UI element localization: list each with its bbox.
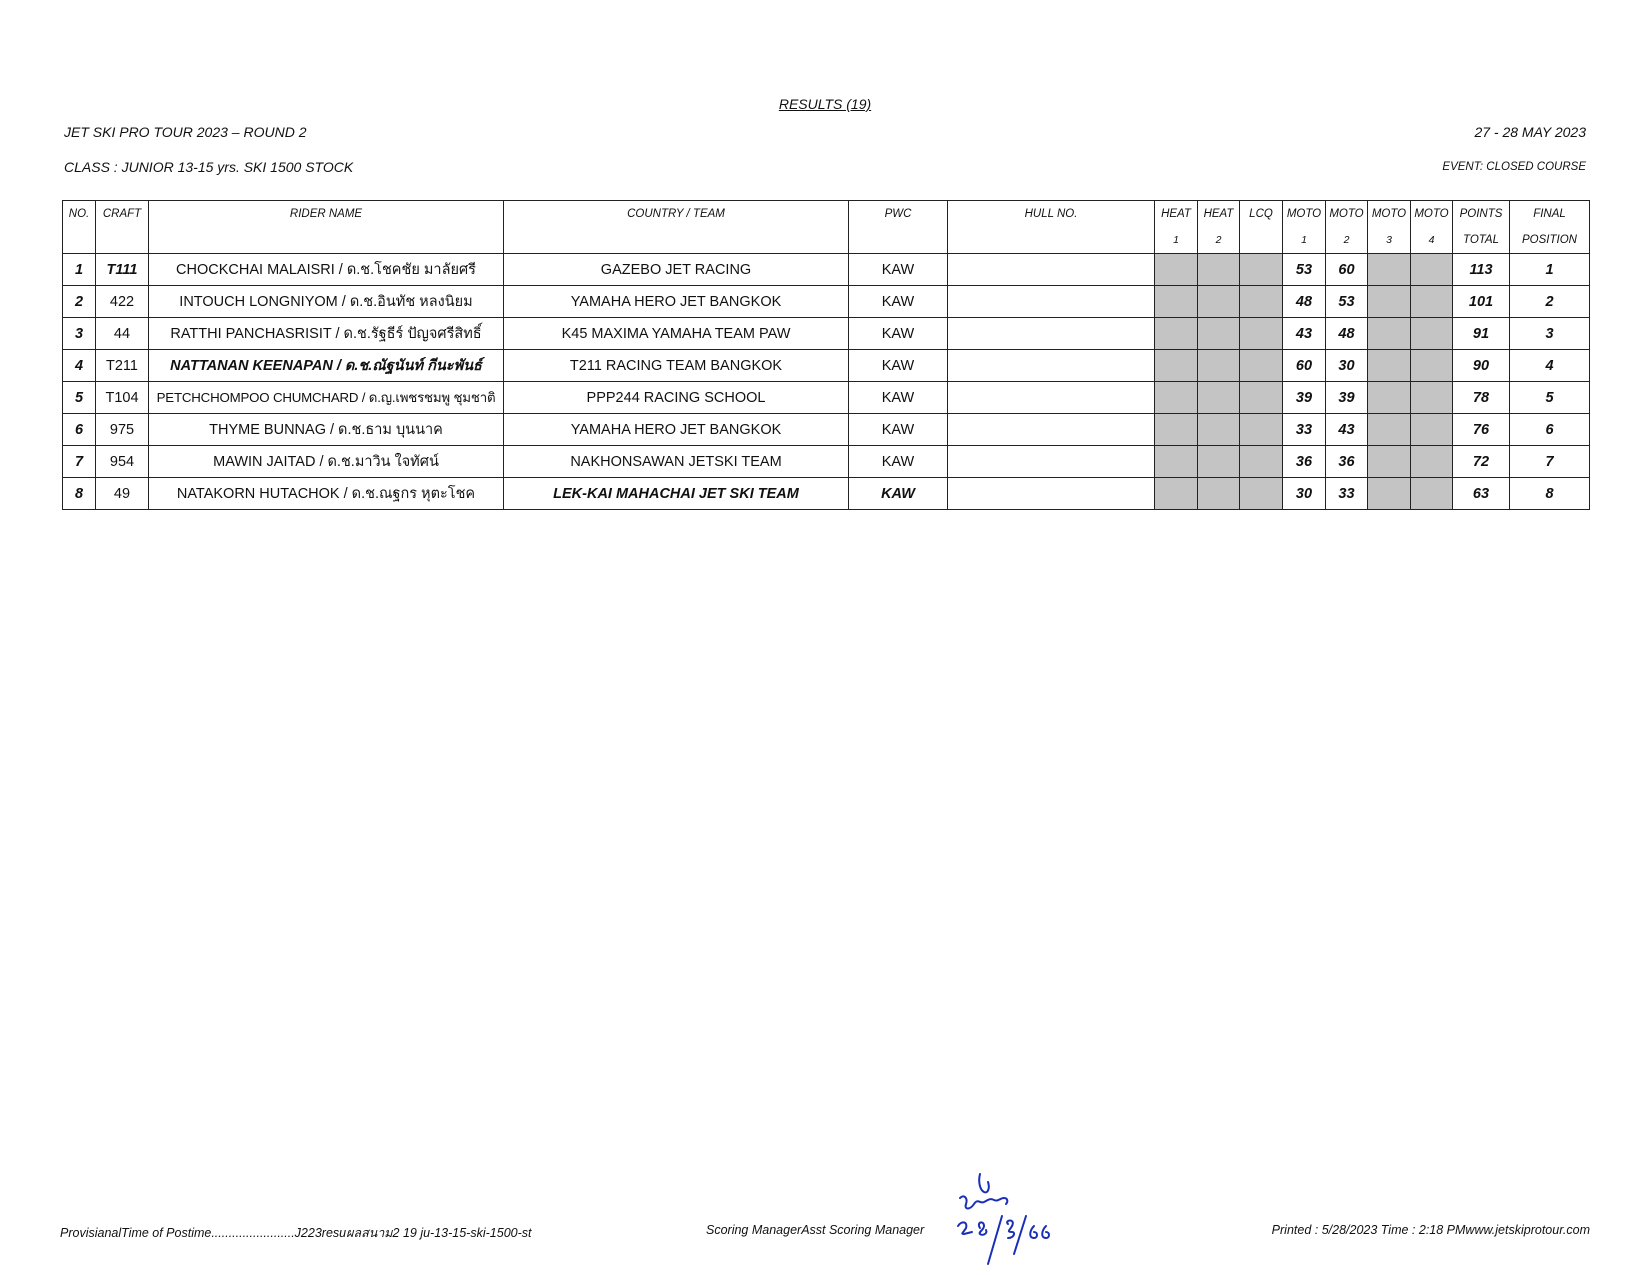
- col-final-position: FINAL POSITION: [1510, 201, 1590, 254]
- event-type: EVENT: CLOSED COURSE: [1442, 161, 1586, 173]
- row-team: K45 MAXIMA YAMAHA TEAM PAW: [504, 318, 849, 350]
- table-row: [63, 446, 1590, 478]
- row-no: 7: [63, 446, 96, 478]
- row-moto-3: [1368, 286, 1411, 318]
- handwritten-signature: [950, 1168, 1060, 1268]
- row-moto-4: [1411, 382, 1453, 414]
- row-position: 8: [1510, 478, 1590, 510]
- col-moto-2: MOTO 2: [1326, 201, 1368, 254]
- row-moto-2: 30: [1326, 350, 1368, 382]
- row-no: 5: [63, 382, 96, 414]
- row-total: 63: [1453, 478, 1510, 510]
- col-heat-1: HEAT 1: [1155, 201, 1198, 254]
- event-name: JET SKI PRO TOUR 2023 – ROUND 2: [64, 124, 307, 140]
- row-total: 101: [1453, 286, 1510, 318]
- row-team: YAMAHA HERO JET BANGKOK: [504, 414, 849, 446]
- row-rider-name: NATTANAN KEENAPAN / ด.ช.ณัฐนันท์ กีนะพันธ์: [149, 350, 504, 382]
- row-moto-1: 60: [1283, 350, 1326, 382]
- row-moto-4: [1411, 414, 1453, 446]
- col-heat-2: HEAT 2: [1198, 201, 1240, 254]
- row-pwc: KAW: [849, 446, 948, 478]
- row-heat-1: [1155, 286, 1198, 318]
- row-hull: [948, 254, 1155, 286]
- row-pwc: KAW: [849, 254, 948, 286]
- row-heat-1: [1155, 382, 1198, 414]
- row-position: 4: [1510, 350, 1590, 382]
- row-heat-2: [1198, 350, 1240, 382]
- row-moto-1: 30: [1283, 478, 1326, 510]
- row-team: YAMAHA HERO JET BANGKOK: [504, 286, 849, 318]
- row-team: PPP244 RACING SCHOOL: [504, 382, 849, 414]
- row-rider-name: CHOCKCHAI MALAISRI / ด.ช.โชคชัย มาลัยศรี: [149, 254, 504, 286]
- table-row: [63, 254, 1590, 286]
- row-craft: 422: [96, 286, 149, 318]
- class-name: CLASS : JUNIOR 13-15 yrs. SKI 1500 STOCK: [64, 159, 354, 175]
- row-moto-4: [1411, 254, 1453, 286]
- row-moto-3: [1368, 478, 1411, 510]
- col-no: NO.: [63, 201, 96, 254]
- row-heat-1: [1155, 478, 1198, 510]
- row-moto-4: [1411, 318, 1453, 350]
- footer-printed: Printed : 5/28/2023 Time : 2:18 PMwww.jetskiprotour.com: [1271, 1223, 1590, 1237]
- row-no: 3: [63, 318, 96, 350]
- col-country-team: COUNTRY / TEAM: [504, 201, 849, 254]
- row-moto-1: 48: [1283, 286, 1326, 318]
- row-moto-2: 33: [1326, 478, 1368, 510]
- row-rider-name: NATAKORN HUTACHOK / ด.ช.ณฐกร หุตะโชค: [149, 478, 504, 510]
- col-moto-3: MOTO 3: [1368, 201, 1411, 254]
- row-team: LEK-KAI MAHACHAI JET SKI TEAM: [504, 478, 849, 510]
- row-lcq: [1240, 414, 1283, 446]
- row-craft: T211: [96, 350, 149, 382]
- row-heat-2: [1198, 254, 1240, 286]
- row-heat-1: [1155, 446, 1198, 478]
- footer-provisional: ProvisianalTime of Postime........................J223resuผลสนาม2 19 ju-13-15-ski-1500-st: [60, 1226, 532, 1240]
- row-moto-4: [1411, 446, 1453, 478]
- row-moto-2: 36: [1326, 446, 1368, 478]
- row-craft: 49: [96, 478, 149, 510]
- row-heat-2: [1198, 478, 1240, 510]
- row-heat-2: [1198, 286, 1240, 318]
- row-pwc: KAW: [849, 382, 948, 414]
- row-total: 72: [1453, 446, 1510, 478]
- row-hull: [948, 286, 1155, 318]
- row-moto-2: 53: [1326, 286, 1368, 318]
- row-heat-2: [1198, 318, 1240, 350]
- row-moto-4: [1411, 478, 1453, 510]
- row-total: 91: [1453, 318, 1510, 350]
- row-lcq: [1240, 318, 1283, 350]
- row-moto-3: [1368, 414, 1411, 446]
- row-position: 2: [1510, 286, 1590, 318]
- table-row: [63, 414, 1590, 446]
- row-craft: T104: [96, 382, 149, 414]
- col-pwc: PWC: [849, 201, 948, 254]
- row-craft: 954: [96, 446, 149, 478]
- row-moto-1: 36: [1283, 446, 1326, 478]
- row-moto-1: 43: [1283, 318, 1326, 350]
- row-position: 7: [1510, 446, 1590, 478]
- row-moto-4: [1411, 350, 1453, 382]
- row-position: 6: [1510, 414, 1590, 446]
- event-date: 27 - 28 MAY 2023: [1474, 124, 1586, 140]
- row-pwc: KAW: [849, 478, 948, 510]
- row-team: T211 RACING TEAM BANGKOK: [504, 350, 849, 382]
- row-total: 78: [1453, 382, 1510, 414]
- row-heat-1: [1155, 350, 1198, 382]
- row-no: 8: [63, 478, 96, 510]
- row-no: 2: [63, 286, 96, 318]
- results-table: [62, 200, 1590, 510]
- row-moto-3: [1368, 446, 1411, 478]
- table-row: [63, 350, 1590, 382]
- row-moto-1: 53: [1283, 254, 1326, 286]
- row-moto-2: 48: [1326, 318, 1368, 350]
- row-pwc: KAW: [849, 350, 948, 382]
- row-pwc: KAW: [849, 286, 948, 318]
- row-lcq: [1240, 478, 1283, 510]
- col-lcq: LCQ: [1240, 201, 1283, 254]
- row-heat-2: [1198, 414, 1240, 446]
- row-lcq: [1240, 286, 1283, 318]
- row-pwc: KAW: [849, 414, 948, 446]
- row-hull: [948, 382, 1155, 414]
- row-moto-3: [1368, 254, 1411, 286]
- row-hull: [948, 350, 1155, 382]
- row-moto-2: 43: [1326, 414, 1368, 446]
- row-lcq: [1240, 254, 1283, 286]
- row-moto-2: 39: [1326, 382, 1368, 414]
- row-moto-2: 60: [1326, 254, 1368, 286]
- col-points-total: POINTS TOTAL: [1453, 201, 1510, 254]
- row-rider-name: THYME BUNNAG / ด.ช.ธาม บุนนาค: [149, 414, 504, 446]
- row-position: 5: [1510, 382, 1590, 414]
- header-row: [63, 201, 1590, 254]
- row-craft: 975: [96, 414, 149, 446]
- row-heat-2: [1198, 382, 1240, 414]
- row-no: 4: [63, 350, 96, 382]
- row-rider-name: PETCHCHOMPOO CHUMCHARD / ด.ญ.เพชรชมพู ชุมชาติ: [149, 382, 504, 414]
- row-heat-2: [1198, 446, 1240, 478]
- row-total: 90: [1453, 350, 1510, 382]
- row-hull: [948, 478, 1155, 510]
- row-no: 1: [63, 254, 96, 286]
- col-moto-4: MOTO 4: [1411, 201, 1453, 254]
- col-moto-1: MOTO 1: [1283, 201, 1326, 254]
- row-heat-1: [1155, 254, 1198, 286]
- row-moto-1: 33: [1283, 414, 1326, 446]
- row-moto-3: [1368, 350, 1411, 382]
- row-rider-name: MAWIN JAITAD / ด.ช.มาวิน ใจทัศน์: [149, 446, 504, 478]
- row-moto-1: 39: [1283, 382, 1326, 414]
- row-position: 1: [1510, 254, 1590, 286]
- row-hull: [948, 318, 1155, 350]
- row-hull: [948, 414, 1155, 446]
- row-rider-name: INTOUCH LONGNIYOM / ด.ช.อินทัช หลงนิยม: [149, 286, 504, 318]
- footer-scoring-manager: Scoring ManagerAsst Scoring Manager: [706, 1223, 925, 1237]
- row-total: 76: [1453, 414, 1510, 446]
- row-heat-1: [1155, 318, 1198, 350]
- row-moto-4: [1411, 286, 1453, 318]
- row-team: GAZEBO JET RACING: [504, 254, 849, 286]
- row-rider-name: RATTHI PANCHASRISIT / ด.ช.รัฐธีร์ ปัญจศรีสิทธิ์: [149, 318, 504, 350]
- row-total: 113: [1453, 254, 1510, 286]
- table-row: [63, 478, 1590, 510]
- row-position: 3: [1510, 318, 1590, 350]
- table-row: [63, 382, 1590, 414]
- row-pwc: KAW: [849, 318, 948, 350]
- col-craft: CRAFT: [96, 201, 149, 254]
- row-lcq: [1240, 446, 1283, 478]
- row-team: NAKHONSAWAN JETSKI TEAM: [504, 446, 849, 478]
- table-row: [63, 286, 1590, 318]
- row-moto-3: [1368, 382, 1411, 414]
- col-hull-no: HULL NO.: [948, 201, 1155, 254]
- row-heat-1: [1155, 414, 1198, 446]
- col-rider-name: RIDER NAME: [149, 201, 504, 254]
- row-moto-3: [1368, 318, 1411, 350]
- table-row: [63, 318, 1590, 350]
- row-lcq: [1240, 350, 1283, 382]
- row-craft: 44: [96, 318, 149, 350]
- document-title: RESULTS (19): [778, 96, 872, 112]
- row-lcq: [1240, 382, 1283, 414]
- row-no: 6: [63, 414, 96, 446]
- row-craft: T111: [96, 254, 149, 286]
- row-hull: [948, 446, 1155, 478]
